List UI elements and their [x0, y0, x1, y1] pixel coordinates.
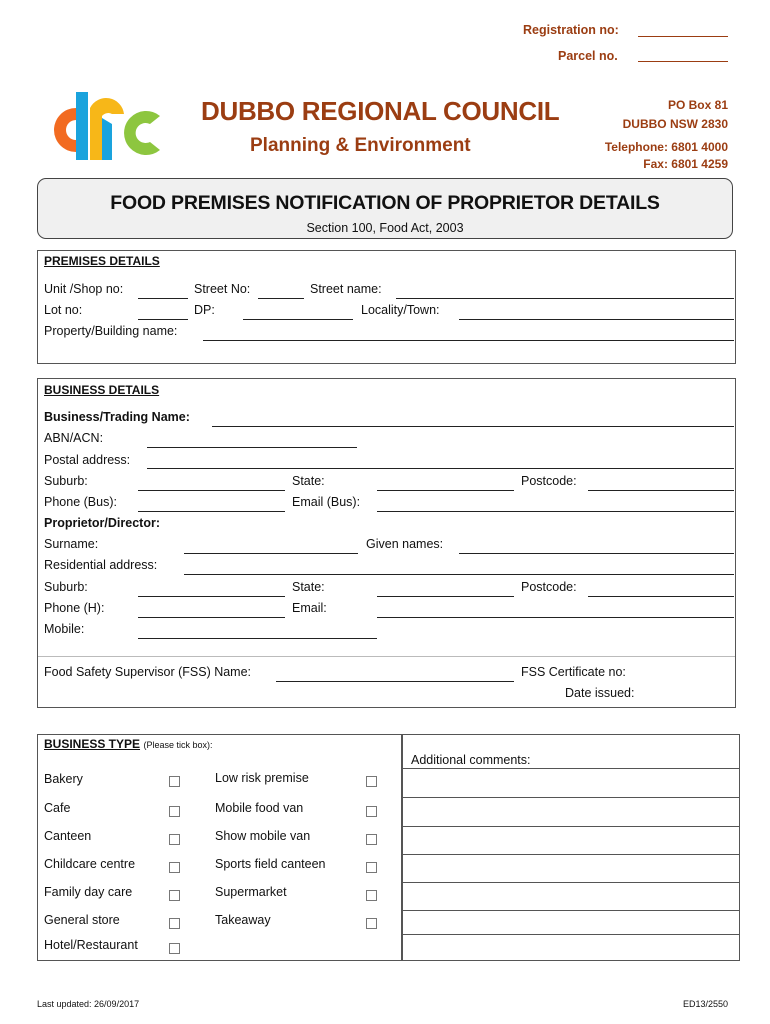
locality-label: Locality/Town:: [361, 303, 440, 317]
given-names-label: Given names:: [366, 537, 444, 551]
date-issued-label: Date issued:: [565, 686, 635, 700]
telephone: Telephone: 6801 4000: [604, 140, 728, 154]
surname-field[interactable]: [184, 553, 358, 554]
fax: Fax: 6801 4259: [643, 157, 728, 171]
trading-name-label: Business/Trading Name:: [44, 410, 190, 424]
state-field[interactable]: [377, 490, 514, 491]
street-name-label: Street name:: [310, 282, 382, 296]
department-name: Planning & Environment: [250, 135, 471, 156]
unit-shop-label: Unit /Shop no:: [44, 282, 124, 296]
suburb2-label: Suburb:: [44, 580, 88, 594]
type-label-family-day-care: Family day care: [44, 885, 133, 899]
checkbox-low-risk[interactable]: [366, 776, 377, 787]
comment-line-2[interactable]: [403, 797, 739, 825]
council-name: DUBBO REGIONAL COUNCIL: [201, 96, 560, 126]
registration-field[interactable]: [638, 36, 728, 37]
dp-label: DP:: [194, 303, 215, 317]
premises-heading: PREMISES DETAILS: [44, 254, 160, 268]
form-title: FOOD PREMISES NOTIFICATION OF PROPRIETOR DETAILS: [110, 192, 660, 214]
form-subtitle: Section 100, Food Act, 2003: [306, 221, 464, 235]
property-name-label: Property/Building name:: [44, 324, 178, 338]
checkbox-hotel[interactable]: [169, 943, 180, 954]
suburb-field[interactable]: [138, 490, 285, 491]
postcode-field[interactable]: [588, 490, 734, 491]
type-label-general-store: General store: [44, 913, 120, 927]
locality-field[interactable]: [459, 319, 734, 320]
type-label-bakery: Bakery: [44, 772, 83, 786]
business-type-hint: (Please tick box):: [143, 740, 213, 750]
type-label-sports-canteen: Sports field canteen: [215, 857, 326, 871]
email-label: Email:: [292, 601, 327, 615]
postal-field[interactable]: [147, 468, 734, 469]
checkbox-sports-canteen[interactable]: [366, 862, 377, 873]
fss-name-field[interactable]: [276, 681, 514, 682]
fss-name-label: Food Safety Supervisor (FSS) Name:: [44, 665, 252, 679]
type-label-takeaway: Takeaway: [215, 913, 271, 927]
section-divider: [38, 656, 735, 657]
street-name-field[interactable]: [396, 298, 734, 299]
unit-shop-field[interactable]: [138, 298, 188, 299]
postcode-label: Postcode:: [521, 474, 577, 488]
checkbox-family-day-care[interactable]: [169, 890, 180, 901]
checkbox-canteen[interactable]: [169, 834, 180, 845]
phone-bus-label: Phone (Bus):: [44, 495, 117, 509]
type-label-mobile-van: Mobile food van: [215, 801, 304, 815]
phone-h-label: Phone (H):: [44, 601, 105, 615]
suburb2-field[interactable]: [138, 596, 285, 597]
checkbox-bakery[interactable]: [169, 776, 180, 787]
address: DUBBO NSW 2830: [622, 117, 728, 131]
checkbox-cafe[interactable]: [169, 806, 180, 817]
business-type-heading-wrap: [44, 737, 213, 751]
title-box: [37, 178, 733, 239]
proprietor-label: Proprietor/Director:: [44, 516, 160, 530]
phone-bus-field[interactable]: [138, 511, 285, 512]
last-updated: Last updated: 26/09/2017: [37, 999, 140, 1009]
state2-field[interactable]: [377, 596, 514, 597]
given-names-field[interactable]: [459, 553, 734, 554]
surname-label: Surname:: [44, 537, 99, 551]
parcel-field[interactable]: [638, 61, 728, 62]
business-type-heading: BUSINESS TYPE: [44, 737, 141, 751]
dp-field[interactable]: [243, 319, 353, 320]
type-label-low-risk: Low risk premise: [215, 771, 309, 785]
email-bus-field[interactable]: [377, 511, 734, 512]
comments-label: Additional comments:: [411, 753, 531, 767]
trading-name-field[interactable]: [212, 426, 734, 427]
suburb-label: Suburb:: [44, 474, 88, 488]
comment-line-5[interactable]: [403, 882, 739, 910]
comment-line-4[interactable]: [403, 854, 739, 882]
lot-no-label: Lot no:: [44, 303, 83, 317]
type-label-show-mobile-van: Show mobile van: [215, 829, 311, 843]
email-field[interactable]: [377, 617, 734, 618]
postal-label: Postal address:: [44, 453, 131, 467]
mobile-field[interactable]: [138, 638, 377, 639]
business-heading: BUSINESS DETAILS: [44, 383, 160, 397]
abn-field[interactable]: [147, 447, 357, 448]
type-label-supermarket: Supermarket: [215, 885, 287, 899]
state2-label: State:: [292, 580, 325, 594]
parcel-label: Parcel no.: [558, 49, 618, 63]
residential-field[interactable]: [184, 574, 734, 575]
fss-cert-label: FSS Certificate no:: [521, 665, 626, 679]
type-label-canteen: Canteen: [44, 829, 92, 843]
phone-h-field[interactable]: [138, 617, 285, 618]
checkbox-general-store[interactable]: [169, 918, 180, 929]
mobile-label: Mobile:: [44, 622, 85, 636]
po-box: PO Box 81: [667, 98, 728, 112]
comment-line-1[interactable]: [403, 768, 739, 796]
street-no-label: Street No:: [194, 282, 251, 296]
residential-label: Residential address:: [44, 558, 158, 572]
checkbox-supermarket[interactable]: [366, 890, 377, 901]
type-label-cafe: Cafe: [44, 801, 71, 815]
checkbox-takeaway[interactable]: [366, 918, 377, 929]
checkbox-childcare[interactable]: [169, 862, 180, 873]
council-logo: [46, 88, 162, 162]
document-code: ED13/2550: [682, 999, 728, 1009]
state-label: State:: [292, 474, 325, 488]
registration-label: Registration no:: [523, 23, 619, 37]
abn-label: ABN/ACN:: [44, 431, 104, 445]
type-label-childcare: Childcare centre: [44, 857, 136, 871]
checkbox-show-mobile-van[interactable]: [366, 834, 377, 845]
comment-line-7[interactable]: [403, 934, 739, 960]
type-label-hotel: Hotel/Restaurant: [44, 938, 138, 952]
postcode2-field[interactable]: [588, 596, 734, 597]
postcode2-label: Postcode:: [521, 580, 577, 594]
lot-no-field[interactable]: [138, 319, 188, 320]
street-no-field[interactable]: [258, 298, 304, 299]
checkbox-mobile-van[interactable]: [366, 806, 377, 817]
comment-line-3[interactable]: [403, 826, 739, 854]
comment-line-6[interactable]: [403, 910, 739, 934]
property-name-field[interactable]: [203, 340, 734, 341]
email-bus-label: Email (Bus):: [292, 495, 361, 509]
